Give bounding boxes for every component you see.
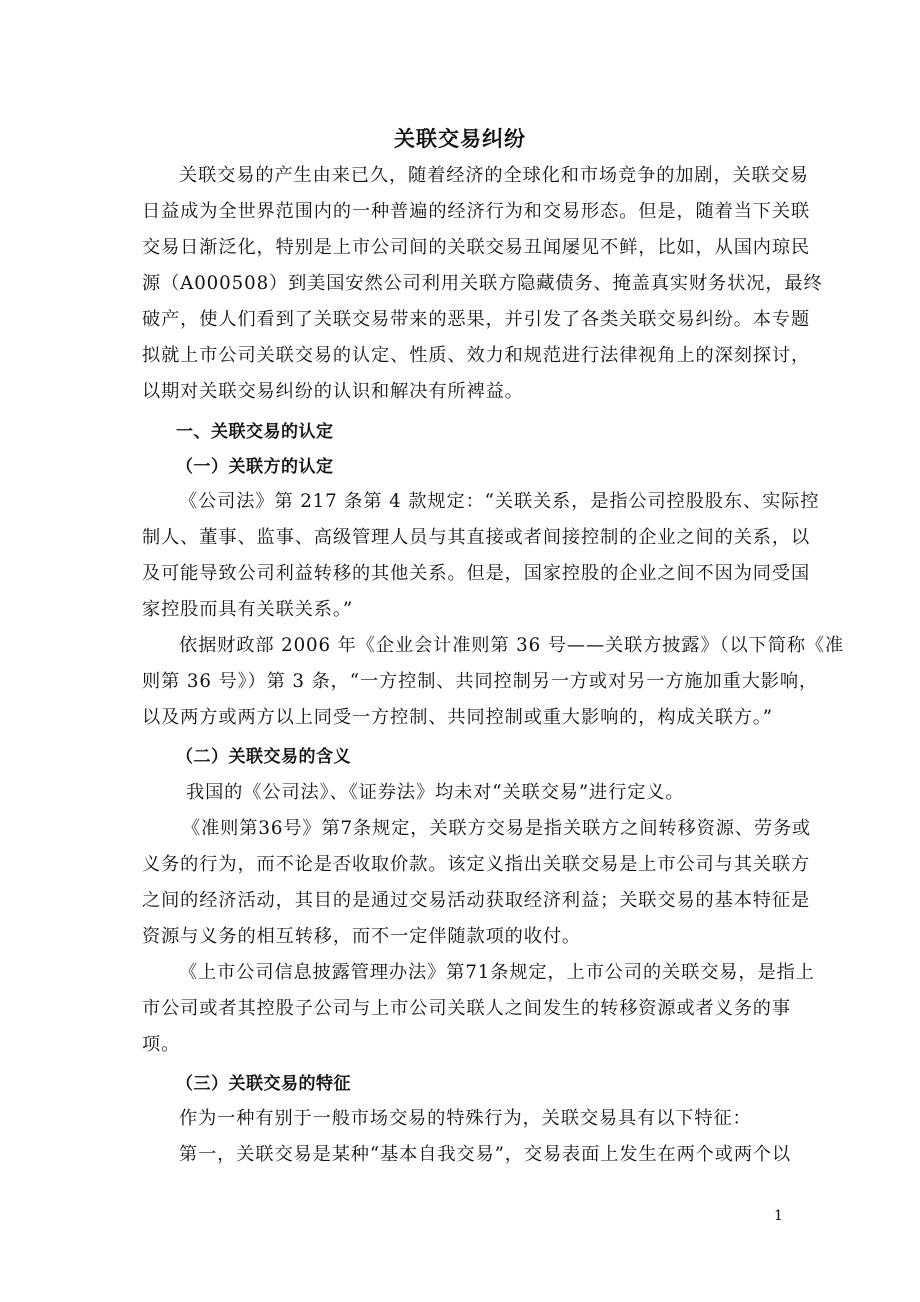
subsection-heading: （一）关联方的认定 bbox=[176, 457, 334, 477]
text-line: 依据财政部 2006 年《企业会计准则第 36 号——关联方披露》（以下简称《准 bbox=[179, 635, 845, 656]
text-line: 交易日渐泛化，特别是上市公司间的关联交易丑闻屡见不鲜，比如，从国内琼民 bbox=[142, 237, 811, 258]
text-line: 拟就上市公司关联交易的认定、性质、效力和规范进行法律视角上的深刻探讨， bbox=[142, 345, 811, 366]
page-number: 1 bbox=[774, 1208, 783, 1224]
text-line: 关联交易的产生由来已久，随着经济的全球化和市场竞争的加剧，关联交易 bbox=[179, 165, 809, 186]
text-line: 以期对关联交易纠纷的认识和解决有所裨益。 bbox=[142, 381, 524, 402]
section-heading: 一、关联交易的认定 bbox=[176, 422, 334, 442]
subsection-heading: （三）关联交易的特征 bbox=[176, 1074, 351, 1094]
text-line: 家控股而具有关联关系。” bbox=[142, 599, 354, 620]
text-line: 资源与义务的相互转移，而不一定伴随款项的收付。 bbox=[142, 926, 582, 947]
text-line: 及可能导致公司利益转移的其他关系。但是，国家控股的企业之间不因为同受国 bbox=[142, 563, 811, 584]
text-line: 项。 bbox=[142, 1034, 181, 1055]
text-line: 破产，使人们看到了关联交易带来的恶果，并引发了各类关联交易纠纷。本专题 bbox=[142, 309, 811, 330]
text-line: 以及两方或两方以上同受一方控制、共同控制或重大影响的，构成关联方。” bbox=[142, 707, 773, 728]
text-line: 作为一种有别于一般市场交易的特殊行为，关联交易具有以下特征： bbox=[179, 1108, 752, 1129]
text-line: 之间的经济活动，其目的是通过交易活动获取经济利益；关联交易的基本特征是 bbox=[142, 890, 811, 911]
subsection-heading: （二）关联交易的含义 bbox=[176, 747, 351, 767]
text-line: 则第 36 号》）第 3 条，“一方控制、共同控制另一方或对另一方施加重大影响， bbox=[142, 671, 819, 692]
text-line: 第一，关联交易是某种“基本自我交易”，交易表面上发生在两个或两个以 bbox=[179, 1144, 792, 1165]
text-line: 义务的行为，而不论是否收取价款。该定义指出关联交易是上市公司与其关联方 bbox=[142, 854, 811, 875]
text-line: 《上市公司信息披露管理办法》第71条规定，上市公司的关联交易，是指上 bbox=[179, 962, 815, 983]
document-title: 关联交易纠纷 bbox=[394, 127, 526, 151]
text-line: 《公司法》第 217 条第 4 款规定：“关联关系，是指公司控股股东、实际控 bbox=[179, 491, 820, 512]
text-line: 制人、董事、监事、高级管理人员与其直接或者间接控制的企业之间的关系，以 bbox=[142, 527, 811, 548]
text-line: 《准则第36号》第7条规定，关联方交易是指关联方之间转移资源、劳务或 bbox=[182, 818, 812, 839]
text-line: 日益成为全世界范围内的一种普遍的经济行为和交易形态。但是，随着当下关联 bbox=[142, 201, 811, 222]
text-line: 源（A000508）到美国安然公司利用关联方隐藏债务、掩盖真实财务状况，最终 bbox=[142, 273, 823, 294]
text-line: 市公司或者其控股子公司与上市公司关联人之间发生的转移资源或者义务的事 bbox=[142, 998, 791, 1019]
text-line: 我国的《公司法》、《证券法》均未对“关联交易”进行定义。 bbox=[186, 782, 685, 803]
